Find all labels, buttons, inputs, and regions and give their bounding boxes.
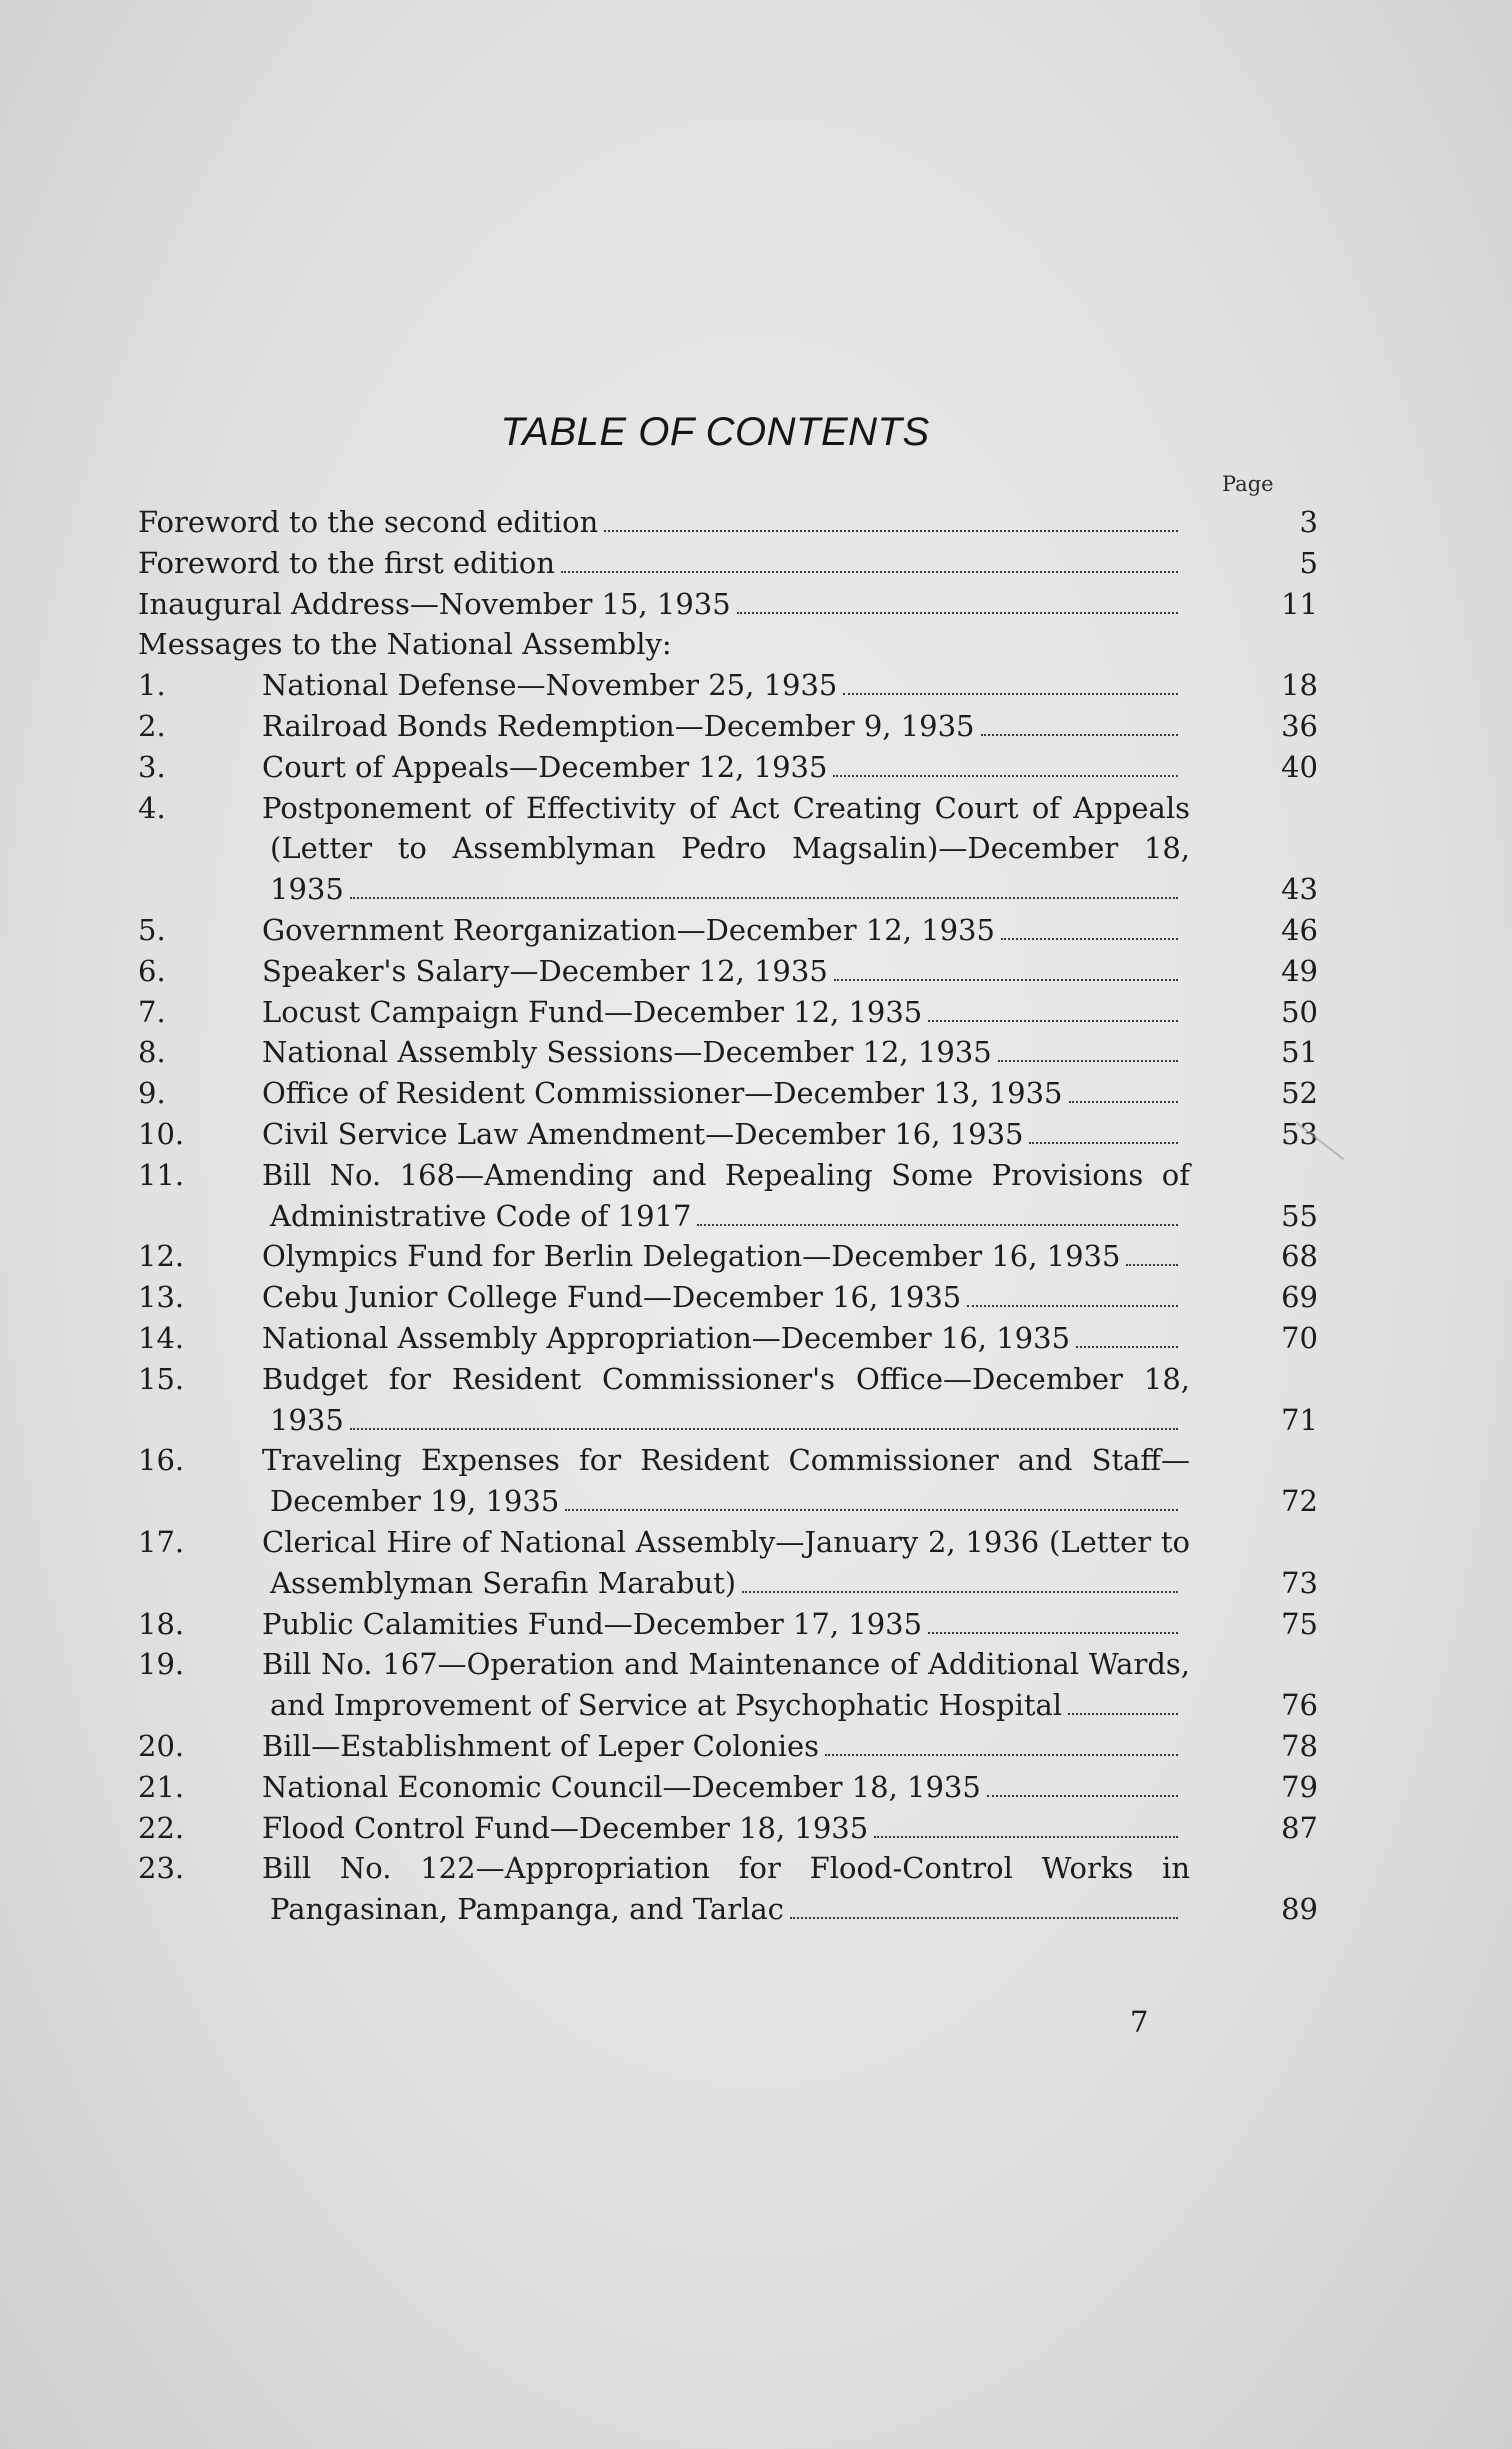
toc-entry-number: 7.: [138, 994, 166, 1029]
toc-entry-title: Foreword to the first edition: [138, 545, 556, 580]
toc-entry-number: 12.: [138, 1239, 185, 1274]
toc-entry-number: 2.: [138, 708, 166, 743]
toc-entry-title: Bill No. 167—Operation and Maintenance of Additional Wards, and Improvement of Service at Psychophatic Hospital: [262, 1647, 1190, 1723]
toc-entry: [138, 1767, 1318, 1808]
leader-dots: [928, 1014, 1178, 1022]
toc-entry: [138, 1522, 1318, 1604]
toc-entry: [138, 1726, 1318, 1767]
toc-entry-page: 49: [1281, 953, 1318, 988]
leader-dots: [967, 1299, 1178, 1307]
toc-entry-title: Public Calamities Fund—December 17, 1935: [262, 1606, 923, 1641]
leader-dots: [561, 565, 1178, 573]
toc-entry: [138, 706, 1318, 747]
toc-entry-title: National Assembly Sessions—December 12, 1935: [262, 1035, 992, 1070]
toc-entry: [138, 1155, 1318, 1237]
leader-dots: [833, 769, 1178, 777]
toc-entry-page: 71: [1281, 1402, 1318, 1437]
toc-entry-title: Bill No. 122—Appropriation for Flood-Control Works in Pangasinan, Pampanga, and Tarlac: [262, 1851, 1190, 1927]
leader-dots: [350, 1422, 1178, 1430]
toc-entry-number: 15.: [138, 1361, 185, 1396]
toc-entry-number: 11.: [138, 1157, 185, 1192]
toc-entry-title: Court of Appeals—December 12, 1935: [262, 749, 828, 784]
toc-entry: [138, 1277, 1318, 1318]
toc-entry: [138, 788, 1318, 910]
toc-entry: [138, 1848, 1318, 1930]
leader-dots: [998, 1054, 1178, 1062]
toc-entry: [138, 951, 1318, 992]
toc-entry-title: Bill No. 168—Amending and Repealing Some Provisions of Administrative Code of 1917: [262, 1157, 1190, 1233]
toc-entry-title: Locust Campaign Fund—December 12, 1935: [262, 994, 923, 1029]
toc-entry-page: 89: [1281, 1892, 1318, 1927]
toc-entry-title: Civil Service Law Amendment—December 16, 1935: [262, 1116, 1024, 1151]
toc-entry-page: 87: [1281, 1810, 1318, 1845]
toc-entry-number: 1.: [138, 668, 166, 703]
toc-entry-title: Messages to the National Assembly:: [138, 627, 672, 662]
toc-entry-title: Clerical Hire of National Assembly—January 2, 1936 (Letter to Assemblyman Serafin Marabut): [262, 1524, 1190, 1600]
leader-dots: [981, 728, 1178, 736]
page-column-label: Page: [1222, 472, 1274, 496]
toc-entry-number: 23.: [138, 1851, 185, 1886]
toc-entry-title: Inaugural Address—November 15, 1935: [138, 586, 731, 621]
toc-entry: [138, 1073, 1318, 1114]
toc-entry: [138, 665, 1318, 706]
toc-entry-page: 75: [1281, 1606, 1318, 1641]
toc-entry-number: 8.: [138, 1035, 166, 1070]
leader-dots: [987, 1789, 1178, 1797]
toc-entry-number: 3.: [138, 749, 166, 784]
toc-entry: [138, 910, 1318, 951]
toc-entry-page: 76: [1281, 1688, 1318, 1723]
page-number: 7: [1130, 2005, 1149, 2039]
toc-entry: [138, 1440, 1318, 1522]
toc-entry-title: Flood Control Fund—December 18, 1935: [262, 1810, 869, 1845]
toc-entry-title: Foreword to the second edition: [138, 505, 599, 539]
toc-entry-page: 3: [1299, 505, 1318, 539]
toc-entry-number: 19.: [138, 1647, 185, 1682]
toc-entry-page: 52: [1281, 1076, 1318, 1111]
toc-entry: [138, 747, 1318, 788]
toc-entry-number: 20.: [138, 1728, 185, 1763]
leader-dots: [1068, 1707, 1178, 1715]
toc-entry-title: Railroad Bonds Redemption—December 9, 1935: [262, 708, 975, 743]
toc-list: [138, 502, 1318, 1930]
toc-entry: [138, 1644, 1318, 1726]
toc-entry-page: 40: [1281, 749, 1318, 784]
toc-entry: [138, 992, 1318, 1033]
toc-entry-page: 69: [1281, 1280, 1318, 1315]
toc-entry: [138, 1318, 1318, 1359]
toc-entry-page: 36: [1281, 708, 1318, 743]
toc-entry-number: 21.: [138, 1769, 185, 1804]
toc-entry: [138, 624, 1318, 665]
toc-entry-page: 68: [1281, 1239, 1318, 1274]
toc-entry-number: 9.: [138, 1076, 166, 1111]
toc-entry: [138, 1604, 1318, 1645]
toc-entry-page: 18: [1281, 668, 1318, 703]
toc-entry-number: 5.: [138, 912, 166, 947]
toc-entry-title: Traveling Expenses for Resident Commissioner and Staff—December 19, 1935: [262, 1443, 1190, 1519]
toc-entry-number: 22.: [138, 1810, 185, 1845]
toc-entry-page: 43: [1281, 872, 1318, 907]
toc-entry-number: 4.: [138, 790, 166, 825]
leader-dots: [874, 1830, 1178, 1838]
leader-dots: [843, 687, 1178, 695]
leader-dots: [1001, 932, 1178, 940]
toc-entry: [138, 1359, 1318, 1441]
leader-dots: [825, 1748, 1178, 1756]
toc-entry: [138, 502, 1318, 543]
toc-entry-page: 50: [1281, 994, 1318, 1029]
toc-entry-page: 70: [1281, 1320, 1318, 1355]
toc-entry: [138, 1114, 1318, 1155]
toc-entry-number: 13.: [138, 1280, 185, 1315]
toc-entry-page: 53: [1281, 1116, 1318, 1151]
toc-entry-number: 18.: [138, 1606, 185, 1641]
toc-entry-page: 11: [1281, 586, 1318, 621]
leader-dots: [1076, 1340, 1178, 1348]
toc-entry-page: 79: [1281, 1769, 1318, 1804]
leader-dots: [737, 606, 1178, 614]
toc-entry-number: 16.: [138, 1443, 185, 1478]
leader-dots: [834, 973, 1178, 981]
toc-entry-number: 17.: [138, 1524, 185, 1559]
toc-entry-number: 6.: [138, 953, 166, 988]
toc-entry-number: 10.: [138, 1116, 185, 1151]
leader-dots: [1029, 1136, 1178, 1144]
page-title: TABLE OF CONTENTS: [500, 410, 930, 454]
toc-entry-page: 55: [1281, 1198, 1318, 1233]
toc-entry-page: 46: [1281, 912, 1318, 947]
toc-entry: [138, 543, 1318, 584]
leader-dots: [350, 891, 1178, 899]
toc-entry-page: 72: [1281, 1484, 1318, 1519]
toc-entry: [138, 1236, 1318, 1277]
toc-entry-title: Bill—Establishment of Leper Colonies: [262, 1728, 820, 1763]
toc-entry-title: National Defense—November 25, 1935: [262, 668, 838, 703]
toc-entry-page: 5: [1299, 545, 1318, 580]
leader-dots: [742, 1585, 1178, 1593]
toc-entry-title: Office of Resident Commissioner—December 13, 1935: [262, 1076, 1063, 1111]
leader-dots: [697, 1218, 1178, 1226]
toc-entry-title: Olympics Fund for Berlin Delegation—December 16, 1935: [262, 1239, 1121, 1274]
leader-dots: [790, 1911, 1178, 1919]
toc-entry-title: Budget for Resident Commissioner's Office—December 18, 1935: [262, 1361, 1190, 1437]
toc-entry-title: Postponement of Effectivity of Act Creating Court of Appeals (Letter to Assemblyman Pedro Magsalin)—December 18, 1935: [262, 790, 1190, 907]
leader-dots: [1069, 1095, 1178, 1103]
toc-entry-title: Cebu Junior College Fund—December 16, 1935: [262, 1280, 962, 1315]
toc-entry-page: 51: [1281, 1035, 1318, 1070]
toc-entry-number: 14.: [138, 1320, 185, 1355]
toc-entry: [138, 1032, 1318, 1073]
leader-dots: [928, 1626, 1178, 1634]
toc-entry-page: 78: [1281, 1728, 1318, 1763]
toc-entry-title: National Assembly Appropriation—December 16, 1935: [262, 1320, 1071, 1355]
toc-entry: [138, 1808, 1318, 1849]
toc-entry-title: Speaker's Salary—December 12, 1935: [262, 953, 828, 988]
leader-dots: [565, 1503, 1178, 1511]
toc-entry-title: Government Reorganization—December 12, 1935: [262, 912, 995, 947]
toc-entry-title: National Economic Council—December 18, 1935: [262, 1769, 981, 1804]
leader-dots: [1126, 1258, 1178, 1266]
toc-entry: [138, 584, 1318, 625]
toc-entry-page: 73: [1281, 1565, 1318, 1600]
leader-dots: [604, 524, 1178, 532]
